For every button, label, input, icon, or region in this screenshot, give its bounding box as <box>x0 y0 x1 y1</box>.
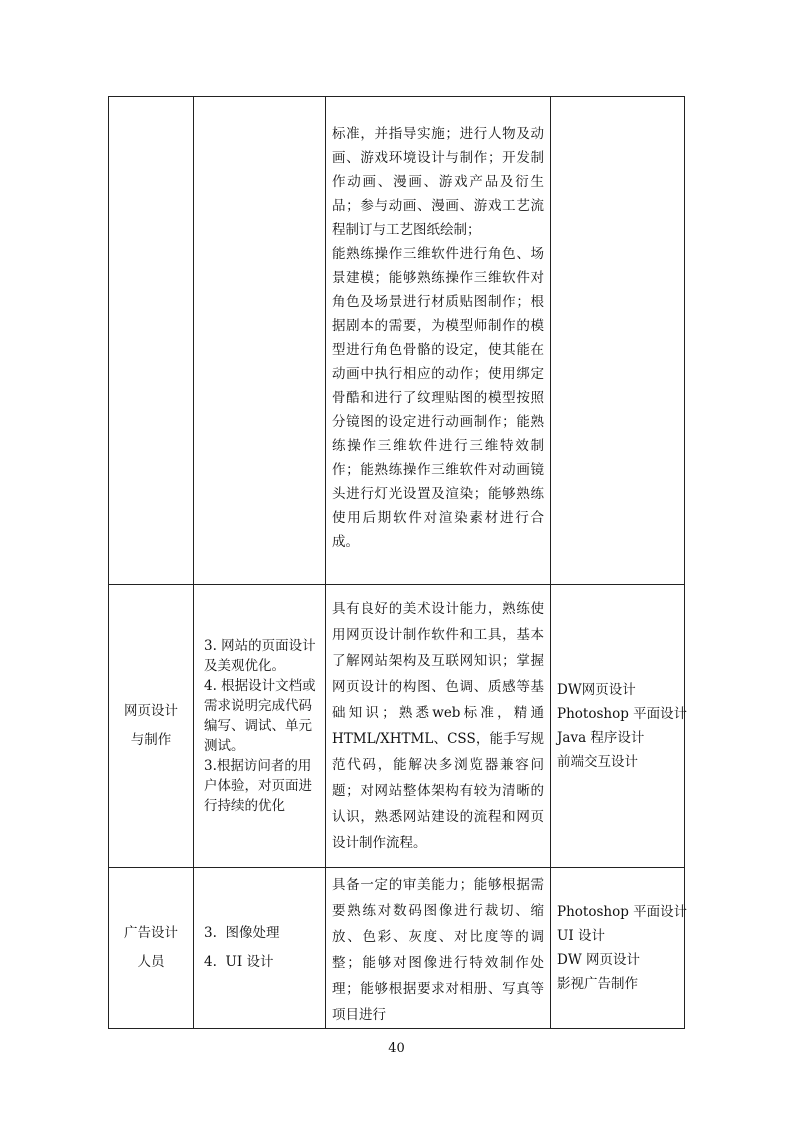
list-item: 3. 网站的页面设计及美观优化。 <box>204 638 316 674</box>
table-row <box>109 97 685 585</box>
ability-paragraph: 具备一定的审美能力；能够根据需要熟练对数码图像进行裁切、缩放、色彩、灰度、对比度等的调整；能够对图像进行特效制作处理；能够根据要求对相册、写真等项目进行 <box>332 877 544 1023</box>
list-item: 3. 图像处理 <box>204 925 280 941</box>
ability-cell <box>326 868 551 1029</box>
list-item: 4. 根据设计文档或需求说明完成代码编写、调试、单元测试。 <box>204 678 316 754</box>
job-title: 网页设计与制作 <box>124 703 178 748</box>
course-list <box>551 678 688 774</box>
course-cell <box>551 585 688 868</box>
list-item: 影视广告制作 <box>557 976 638 992</box>
job-title: 广告设计人员 <box>124 925 178 970</box>
list-item: DW网页设计 <box>557 682 636 698</box>
task-list <box>194 919 325 977</box>
list-item: Java 程序设计 <box>557 730 645 746</box>
ability-paragraph: 标准，并指导实施；进行人物及动画、游戏环境设计与制作；开发制作动画、漫画、游戏产品及衍生品；参与动画、漫画、游戏工艺流程制订与工艺图纸绘制； <box>332 125 544 238</box>
list-item: UI 设计 <box>557 928 606 944</box>
task-list <box>194 636 325 816</box>
ability-paragraph: 能熟练操作三维软件进行角色、场景建模；能够熟练操作三维软件对角色及场景进行材质贴图制作；根据剧本的需要，为模型师制作的模型进行角色骨骼的设定，使其能在动画中执行相应的动作；使用绑定骨酷和进行了纹理贴图的模型按照分镜图的设定进行动画制作；能熟练操作三维软件进行三维特效制作；能熟练操作三维软件对动画镜头进行灯光设置及渲染；能够熟练使用后期软件对渲染素材进行合成。 <box>332 245 544 550</box>
task-cell <box>194 868 326 1029</box>
list-item: Photoshop 平面设计 <box>557 904 688 920</box>
job-cell <box>109 585 194 868</box>
task-cell <box>194 97 326 585</box>
list-item: Photoshop 平面设计 <box>557 706 688 722</box>
list-item: 4. UI 设计 <box>204 954 274 970</box>
task-cell <box>194 585 326 868</box>
job-ability-table <box>108 96 688 1029</box>
page-number: 40 <box>388 1041 405 1056</box>
list-item: DW 网页设计 <box>557 952 640 968</box>
list-item: 3.根据访问者的用户体验，对页面进行持续的优化 <box>204 758 312 814</box>
table-row <box>109 868 685 1029</box>
ability-paragraph: 具有良好的美术设计能力，熟练使用网页设计制作软件和工具，基本了解网站架构及互联网知识；掌握网页设计的构图、色调、质感等基础知识；熟悉web标准，精通HTML/XHTML、CSS，能手写规范代码，能解决多浏览器兼容问题；对网站整体架构有较为清晰的认识，熟悉网站建设的流程和网页设计制作流程。 <box>332 601 544 851</box>
course-cell <box>551 97 685 585</box>
ability-cell <box>326 97 551 585</box>
course-list <box>551 900 688 996</box>
job-cell <box>109 97 194 585</box>
job-cell <box>109 868 194 1029</box>
table-row <box>109 585 685 868</box>
course-cell <box>551 868 688 1029</box>
list-item: 前端交互设计 <box>557 754 638 770</box>
ability-cell <box>326 585 551 868</box>
